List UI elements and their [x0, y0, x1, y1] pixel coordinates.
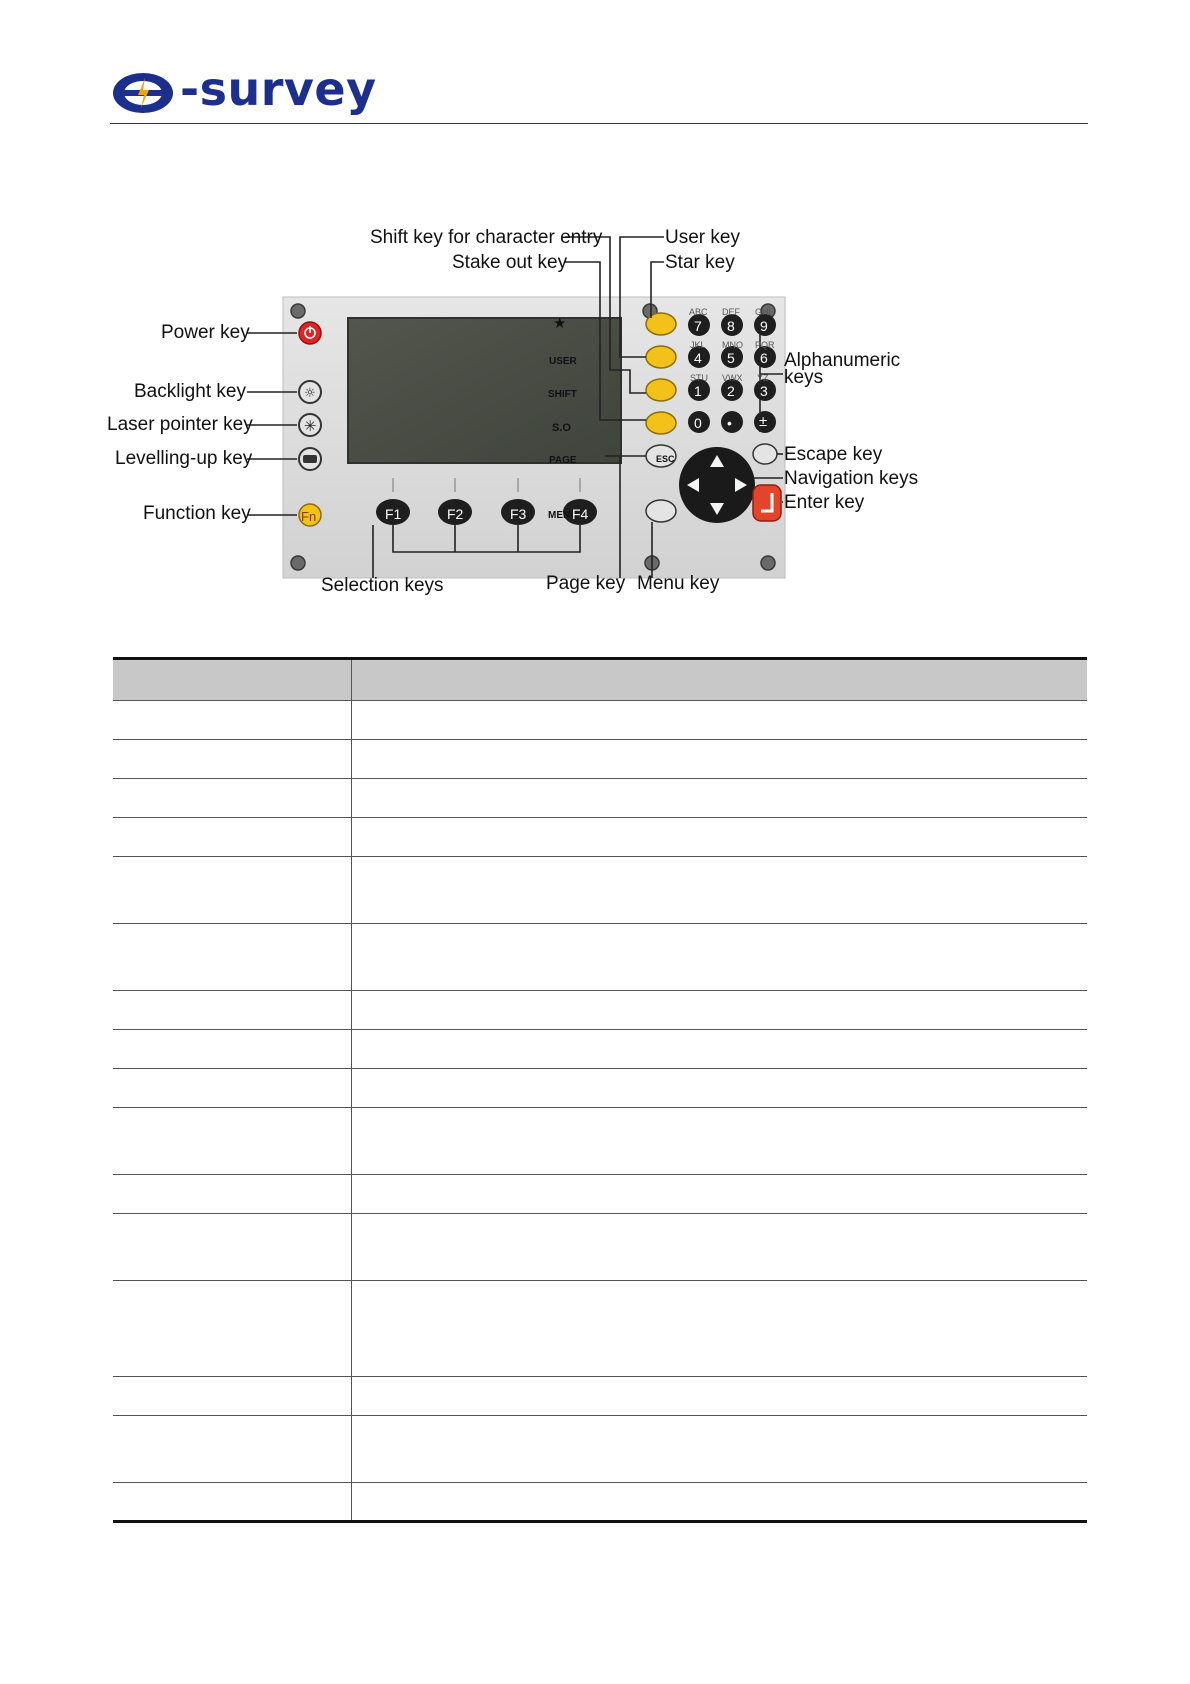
table-row — [113, 1416, 1087, 1483]
user-key[interactable]: USER — [549, 356, 577, 367]
page-header — [110, 62, 1090, 124]
enter-key-label: Enter key — [784, 492, 865, 513]
key-3-letters: YZ — [757, 373, 769, 383]
power-key-label: Power key — [161, 322, 250, 343]
header-cell-key — [113, 659, 352, 701]
alphanumeric-keys-label-line2: keys — [784, 367, 824, 388]
key-5[interactable]: 5 — [727, 350, 735, 366]
table-row — [113, 1069, 1087, 1108]
svg-text:✳: ✳ — [303, 417, 317, 435]
key-plus-minus[interactable]: ± — [759, 413, 768, 430]
table-row — [113, 1483, 1087, 1522]
table-row — [113, 701, 1087, 740]
header-cell-description — [352, 659, 1088, 701]
key-1[interactable]: 1 — [694, 383, 702, 399]
header-rule — [110, 123, 1088, 124]
key-2-letters: VWX — [722, 373, 743, 383]
f4-key[interactable]: F4 — [572, 506, 589, 522]
table-row — [113, 1030, 1087, 1069]
key-9[interactable]: 9 — [760, 318, 768, 334]
menu-key[interactable]: MENU — [548, 510, 578, 521]
table-row — [113, 818, 1087, 857]
user-key-label: User key — [665, 227, 740, 248]
table-row — [113, 924, 1087, 991]
table-row — [113, 1175, 1087, 1214]
key-8[interactable]: 8 — [727, 318, 735, 334]
function-key-label: Function key — [143, 503, 251, 524]
table-row — [113, 1108, 1087, 1175]
key-8-letters: DEF — [722, 307, 740, 317]
table-row — [113, 1214, 1087, 1281]
menu-key-label: Menu key — [637, 573, 720, 594]
key-dot[interactable]: • — [727, 415, 732, 431]
table-row — [113, 1281, 1087, 1377]
laser-pointer-key-label: Laser pointer key — [107, 414, 253, 435]
navigation-keys-label: Navigation keys — [784, 468, 919, 489]
svg-text:☼: ☼ — [304, 386, 316, 401]
key-2[interactable]: 2 — [727, 383, 735, 399]
f2-key[interactable]: F2 — [447, 506, 464, 522]
key-4-letters: JKL — [690, 340, 706, 350]
key-9-letters: GHI — [755, 307, 772, 317]
key-1-letters: STU — [690, 373, 708, 383]
f3-key[interactable]: F3 — [510, 506, 527, 522]
table-row — [113, 740, 1087, 779]
table-row — [113, 857, 1087, 924]
table-row — [113, 1377, 1087, 1416]
key-7[interactable]: 7 — [694, 318, 702, 334]
levelling-up-key-label: Levelling-up key — [115, 448, 253, 469]
selection-keys-label: Selection keys — [321, 575, 444, 596]
key-7-letters: ABC — [689, 307, 708, 317]
key-4[interactable]: 4 — [694, 350, 702, 366]
key-3[interactable]: 3 — [760, 383, 768, 399]
key-6-letters: PQR — [755, 340, 775, 350]
key-0[interactable]: 0 — [694, 415, 702, 431]
table-row — [113, 991, 1087, 1030]
table-row — [113, 779, 1087, 818]
brand-name: -survey — [180, 62, 377, 116]
star-key-label: Star key — [665, 252, 735, 273]
so-key[interactable]: S.O — [552, 422, 571, 434]
shift-key[interactable]: SHIFT — [548, 389, 577, 400]
keyboard-figure — [100, 227, 1100, 650]
shift-key-label: Shift key for character entry — [370, 227, 603, 248]
key-5-letters: MNO — [722, 340, 743, 350]
page-key-label: Page key — [546, 573, 626, 594]
e-survey-logo-icon — [110, 68, 180, 120]
page-key[interactable]: PAGE — [549, 455, 577, 466]
escape-key[interactable]: ESC — [656, 454, 675, 464]
table-header-row — [113, 659, 1087, 701]
key-description-table — [113, 657, 1087, 1523]
function-key[interactable]: Fn — [301, 509, 317, 524]
backlight-key-label: Backlight key — [134, 381, 246, 402]
star-key[interactable]: ★ — [553, 315, 567, 332]
f1-key[interactable]: F1 — [385, 506, 402, 522]
stake-out-key-label: Stake out key — [452, 252, 568, 273]
key-6[interactable]: 6 — [760, 350, 768, 366]
alphanumeric-keys-label: Alphanumeric — [784, 350, 901, 371]
escape-key-label: Escape key — [784, 444, 883, 465]
